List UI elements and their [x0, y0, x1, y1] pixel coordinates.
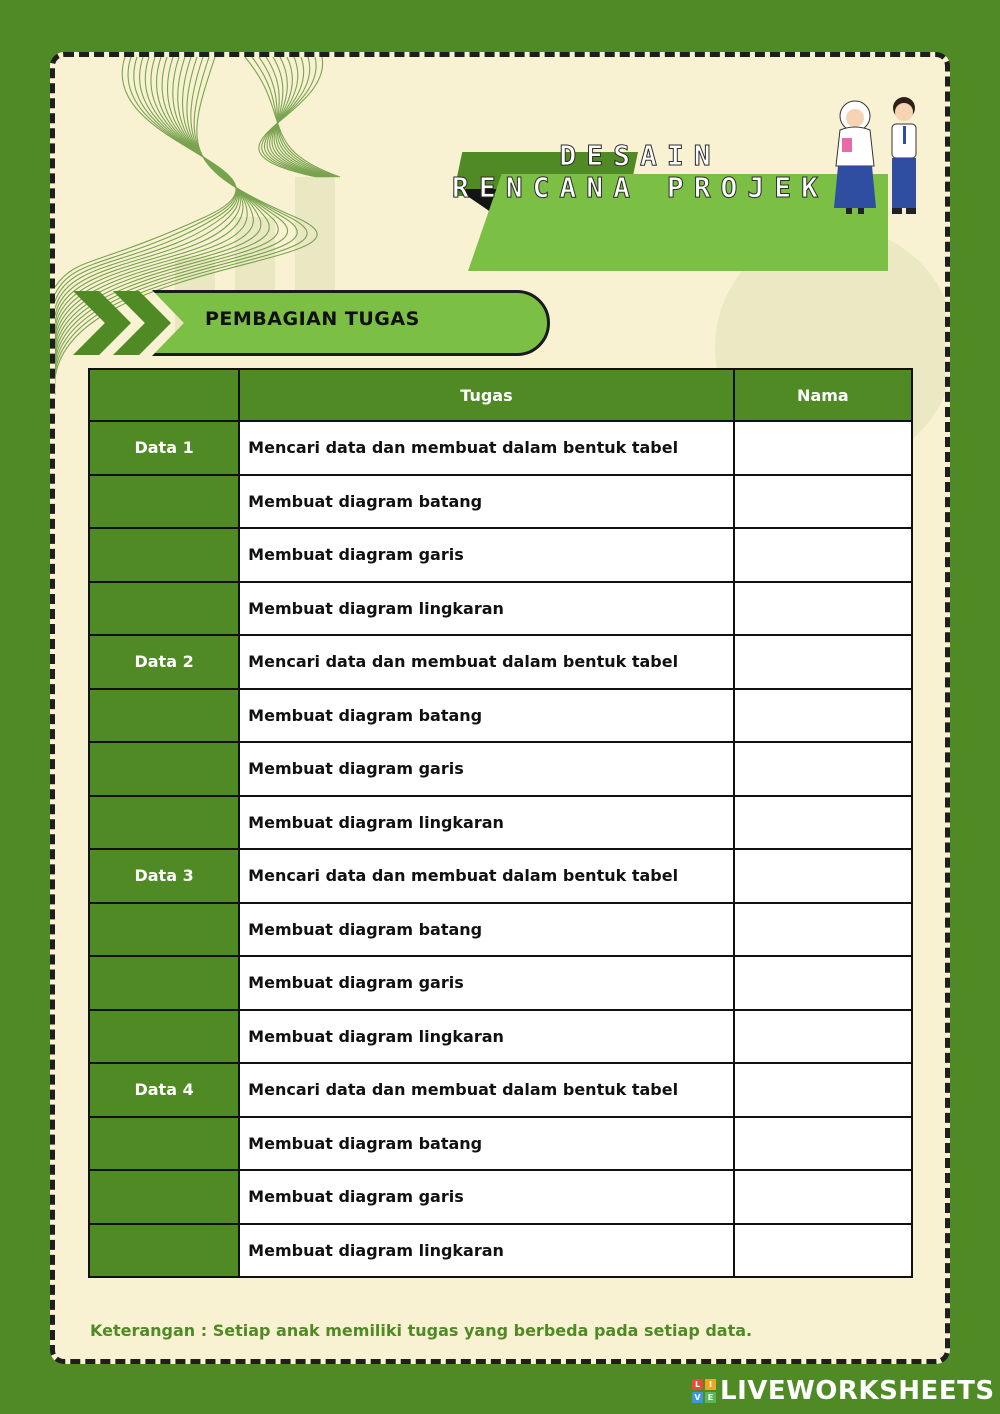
table-row	[90, 583, 911, 635]
row-label	[90, 797, 238, 849]
row-name-field[interactable]	[735, 797, 911, 849]
table-row	[90, 850, 911, 902]
row-name-field[interactable]	[735, 476, 911, 528]
row-name-field[interactable]	[735, 1118, 911, 1170]
table-row	[90, 743, 911, 795]
table-row	[90, 636, 911, 688]
table-row	[90, 476, 911, 528]
row-label: Data 3	[90, 850, 238, 902]
row-task: Membuat diagram garis	[240, 957, 733, 1009]
row-label	[90, 1171, 238, 1223]
wave-line	[55, 57, 236, 287]
table-row	[90, 690, 911, 742]
table-row	[90, 1011, 911, 1063]
logo-letter-i: I	[705, 1379, 716, 1390]
row-label	[90, 1225, 238, 1277]
row-name-field[interactable]	[735, 904, 911, 956]
row-name-field[interactable]	[735, 690, 911, 742]
row-task: Mencari data dan membuat dalam bentuk tabel	[240, 636, 733, 688]
banner-title-line2: RENCANA PROJEK	[451, 171, 828, 204]
row-label	[90, 476, 238, 528]
row-name-field[interactable]	[735, 1011, 911, 1063]
row-task: Membuat diagram garis	[240, 743, 733, 795]
row-label: Data 1	[90, 422, 238, 474]
logo-letter-e: E	[705, 1392, 716, 1403]
table-row	[90, 957, 911, 1009]
row-task: Membuat diagram lingkaran	[240, 1011, 733, 1063]
row-label	[90, 529, 238, 581]
table-row	[90, 422, 911, 474]
row-name-field[interactable]	[735, 957, 911, 1009]
row-label: Data 2	[90, 636, 238, 688]
header-tugas: Tugas	[240, 370, 733, 420]
row-name-field[interactable]	[735, 743, 911, 795]
row-label	[90, 1118, 238, 1170]
liveworksheets-text: LIVEWORKSHEETS	[720, 1376, 995, 1406]
header-label-column	[90, 370, 238, 420]
table-header-row	[90, 370, 911, 420]
section-title: PEMBAGIAN TUGAS	[205, 308, 420, 330]
row-task: Mencari data dan membuat dalam bentuk tabel	[240, 422, 733, 474]
row-task: Membuat diagram lingkaran	[240, 797, 733, 849]
table-row	[90, 529, 911, 581]
wave-line	[262, 57, 319, 177]
row-name-field[interactable]	[735, 1171, 911, 1223]
wave-line	[252, 57, 338, 177]
row-name-field[interactable]	[735, 583, 911, 635]
row-name-field[interactable]	[735, 850, 911, 902]
row-label	[90, 690, 238, 742]
liveworksheets-logo-icon	[692, 1379, 716, 1403]
row-label	[90, 583, 238, 635]
table-row	[90, 1064, 911, 1116]
table-row	[90, 904, 911, 956]
row-task: Membuat diagram lingkaran	[240, 1225, 733, 1277]
logo-letter-v: V	[692, 1392, 703, 1403]
row-task: Membuat diagram batang	[240, 1118, 733, 1170]
row-task: Membuat diagram batang	[240, 904, 733, 956]
header-nama: Nama	[735, 370, 911, 420]
banner-title	[440, 140, 840, 204]
row-task: Membuat diagram batang	[240, 690, 733, 742]
row-label	[90, 1011, 238, 1063]
footnote: Keterangan : Setiap anak memiliki tugas yang berbeda pada setiap data.	[90, 1321, 753, 1340]
row-label	[90, 904, 238, 956]
table-row	[90, 1225, 911, 1277]
table-row	[90, 797, 911, 849]
row-name-field[interactable]	[735, 1064, 911, 1116]
row-label	[90, 957, 238, 1009]
task-table	[88, 368, 913, 1278]
row-task: Membuat diagram garis	[240, 529, 733, 581]
row-task: Mencari data dan membuat dalam bentuk tabel	[240, 850, 733, 902]
logo-letter-l: L	[692, 1379, 703, 1390]
liveworksheets-brand[interactable]	[692, 1376, 995, 1406]
row-name-field[interactable]	[735, 529, 911, 581]
table-row	[90, 1171, 911, 1223]
row-task: Membuat diagram lingkaran	[240, 583, 733, 635]
row-name-field[interactable]	[735, 422, 911, 474]
row-label: Data 4	[90, 1064, 238, 1116]
table-row	[90, 1118, 911, 1170]
row-task: Mencari data dan membuat dalam bentuk tabel	[240, 1064, 733, 1116]
row-task: Membuat diagram garis	[240, 1171, 733, 1223]
banner-title-line1: DESAIN	[559, 139, 721, 172]
row-label	[90, 743, 238, 795]
row-name-field[interactable]	[735, 636, 911, 688]
row-task: Membuat diagram batang	[240, 476, 733, 528]
row-name-field[interactable]	[735, 1225, 911, 1277]
students-illustration	[830, 88, 928, 216]
